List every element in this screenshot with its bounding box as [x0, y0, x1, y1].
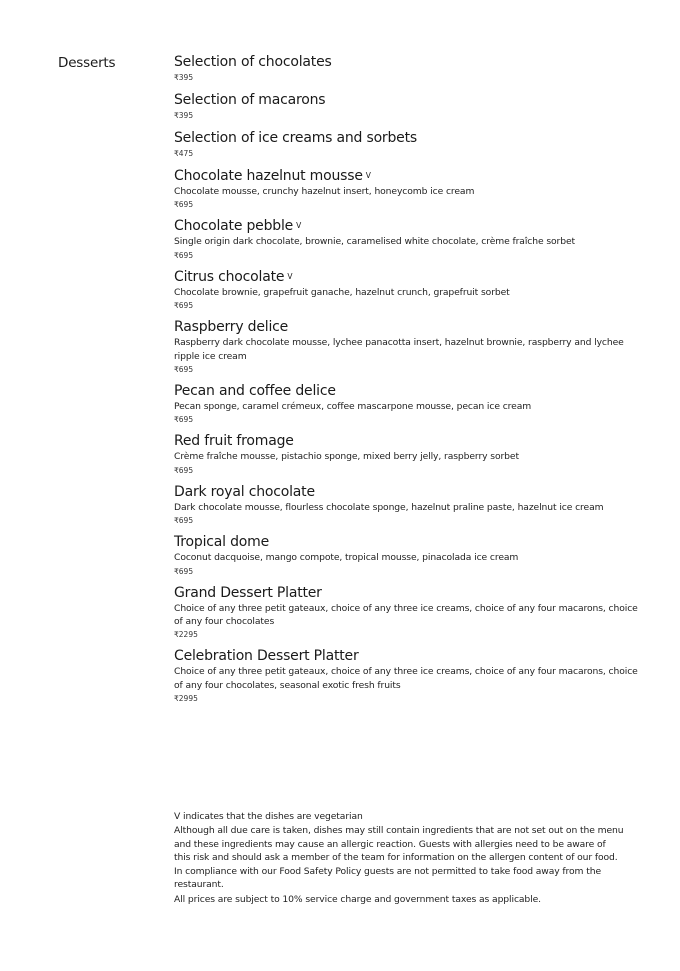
- item-name: Celebration Dessert Platter: [174, 648, 359, 665]
- allergen-note: Although all due care is taken, dishes may still contain ingredients that are not set out on the menu and these ingredients may cause an allergic reaction. Guests with allergies need to be aware of this risk and should ask a member of the team for information on the allergen content of our food.: [174, 825, 624, 863]
- dessert-menu-list: [174, 54, 644, 704]
- item-title: [174, 218, 644, 235]
- item-name: Raspberry delice: [174, 319, 289, 336]
- item-price: ₹2995: [174, 694, 198, 704]
- item-description: Dark chocolate mousse, flourless chocolate sponge, hazelnut praline paste, hazelnut ice cream: [174, 501, 604, 513]
- item-description: Choice of any three petit gateaux, choice of any three ice creams, choice of any four macarons, choice of any four chocolates, seasonal exotic fresh fruits: [174, 666, 638, 691]
- menu-item: [174, 218, 644, 260]
- menu-item: [174, 534, 644, 576]
- item-name: Chocolate pebble: [174, 218, 294, 235]
- takeaway-note: In compliance with our Food Safety Policy guests are not permitted to take food away from the restaurant.: [174, 866, 601, 891]
- menu-footer-notes: [174, 810, 624, 907]
- item-title: [174, 484, 644, 501]
- item-description: Coconut dacquoise, mango compote, tropical mousse, pinacolada ice cream: [174, 552, 519, 564]
- menu-item: [174, 484, 644, 526]
- item-name: Tropical dome: [174, 534, 270, 551]
- item-title: [174, 383, 644, 400]
- item-description: Chocolate brownie, grapefruit ganache, hazelnut crunch, grapefruit sorbet: [174, 286, 510, 298]
- item-description: Raspberry dark chocolate mousse, lychee panacotta insert, hazelnut brownie, raspberry and lychee ripple ice cream: [174, 337, 624, 362]
- item-description: Pecan sponge, caramel crémeux, coffee mascarpone mousse, pecan ice cream: [174, 401, 532, 413]
- item-description: Crème fraîche mousse, pistachio sponge, mixed berry jelly, raspberry sorbet: [174, 451, 519, 463]
- pricing-note: All prices are subject to 10% service charge and government taxes as applicable.: [174, 893, 541, 905]
- menu-item: [174, 383, 644, 425]
- item-name: Selection of ice creams and sorbets: [174, 130, 417, 146]
- item-title: [174, 433, 644, 450]
- item-title: [174, 648, 644, 665]
- item-title: [174, 534, 644, 551]
- item-name: Dark royal chocolate: [174, 483, 315, 500]
- item-price: ₹395: [174, 111, 194, 120]
- item-price: ₹695: [174, 465, 194, 475]
- item-price: ₹2295: [174, 630, 198, 640]
- vegetarian-mark: V: [287, 271, 293, 281]
- section-label-desserts: Desserts: [58, 55, 116, 71]
- item-description: Choice of any three petit gateaux, choice of any three ice creams, choice of any four macarons, choice of any four chocolates: [174, 602, 638, 628]
- item-title: [174, 319, 644, 336]
- item-name: Grand Dessert Platter: [174, 584, 322, 601]
- item-title: [174, 585, 644, 602]
- menu-item: [174, 130, 644, 159]
- item-title: [174, 130, 644, 147]
- menu-item: [174, 269, 644, 311]
- item-name: Pecan and coffee delice: [174, 383, 336, 400]
- item-price: ₹695: [174, 301, 194, 311]
- item-name: Selection of macarons: [174, 92, 326, 108]
- menu-item: [174, 648, 644, 704]
- item-price: ₹695: [174, 566, 194, 576]
- menu-item: [174, 319, 644, 375]
- menu-item: [174, 92, 644, 121]
- item-price: ₹695: [174, 365, 194, 375]
- menu-item: [174, 433, 644, 475]
- item-name: Chocolate hazelnut mousse: [174, 168, 363, 184]
- item-name: Red fruit fromage: [174, 433, 294, 450]
- item-price: ₹695: [174, 250, 194, 260]
- menu-item: [174, 585, 644, 641]
- item-title: [174, 54, 644, 71]
- vegetarian-mark: V: [296, 221, 302, 231]
- item-price: ₹695: [174, 415, 194, 425]
- item-description: Chocolate mousse, crunchy hazelnut insert, honeycomb ice cream: [174, 186, 475, 197]
- item-name: Citrus chocolate: [174, 268, 285, 285]
- item-description: Single origin dark chocolate, brownie, caramelised white chocolate, crème fraîche sorbet: [174, 236, 575, 248]
- vegetarian-note: V indicates that the dishes are vegetarian: [174, 811, 363, 822]
- vegetarian-mark: V: [365, 171, 371, 180]
- item-title: [174, 92, 644, 109]
- item-price: ₹695: [174, 200, 194, 210]
- item-price: ₹395: [174, 73, 194, 82]
- menu-item: [174, 168, 644, 210]
- item-title: [174, 269, 644, 286]
- item-name: Selection of chocolates: [174, 54, 332, 70]
- menu-item: [174, 54, 644, 83]
- item-title: [174, 168, 644, 185]
- item-price: ₹695: [174, 516, 194, 526]
- item-price: ₹475: [174, 149, 194, 158]
